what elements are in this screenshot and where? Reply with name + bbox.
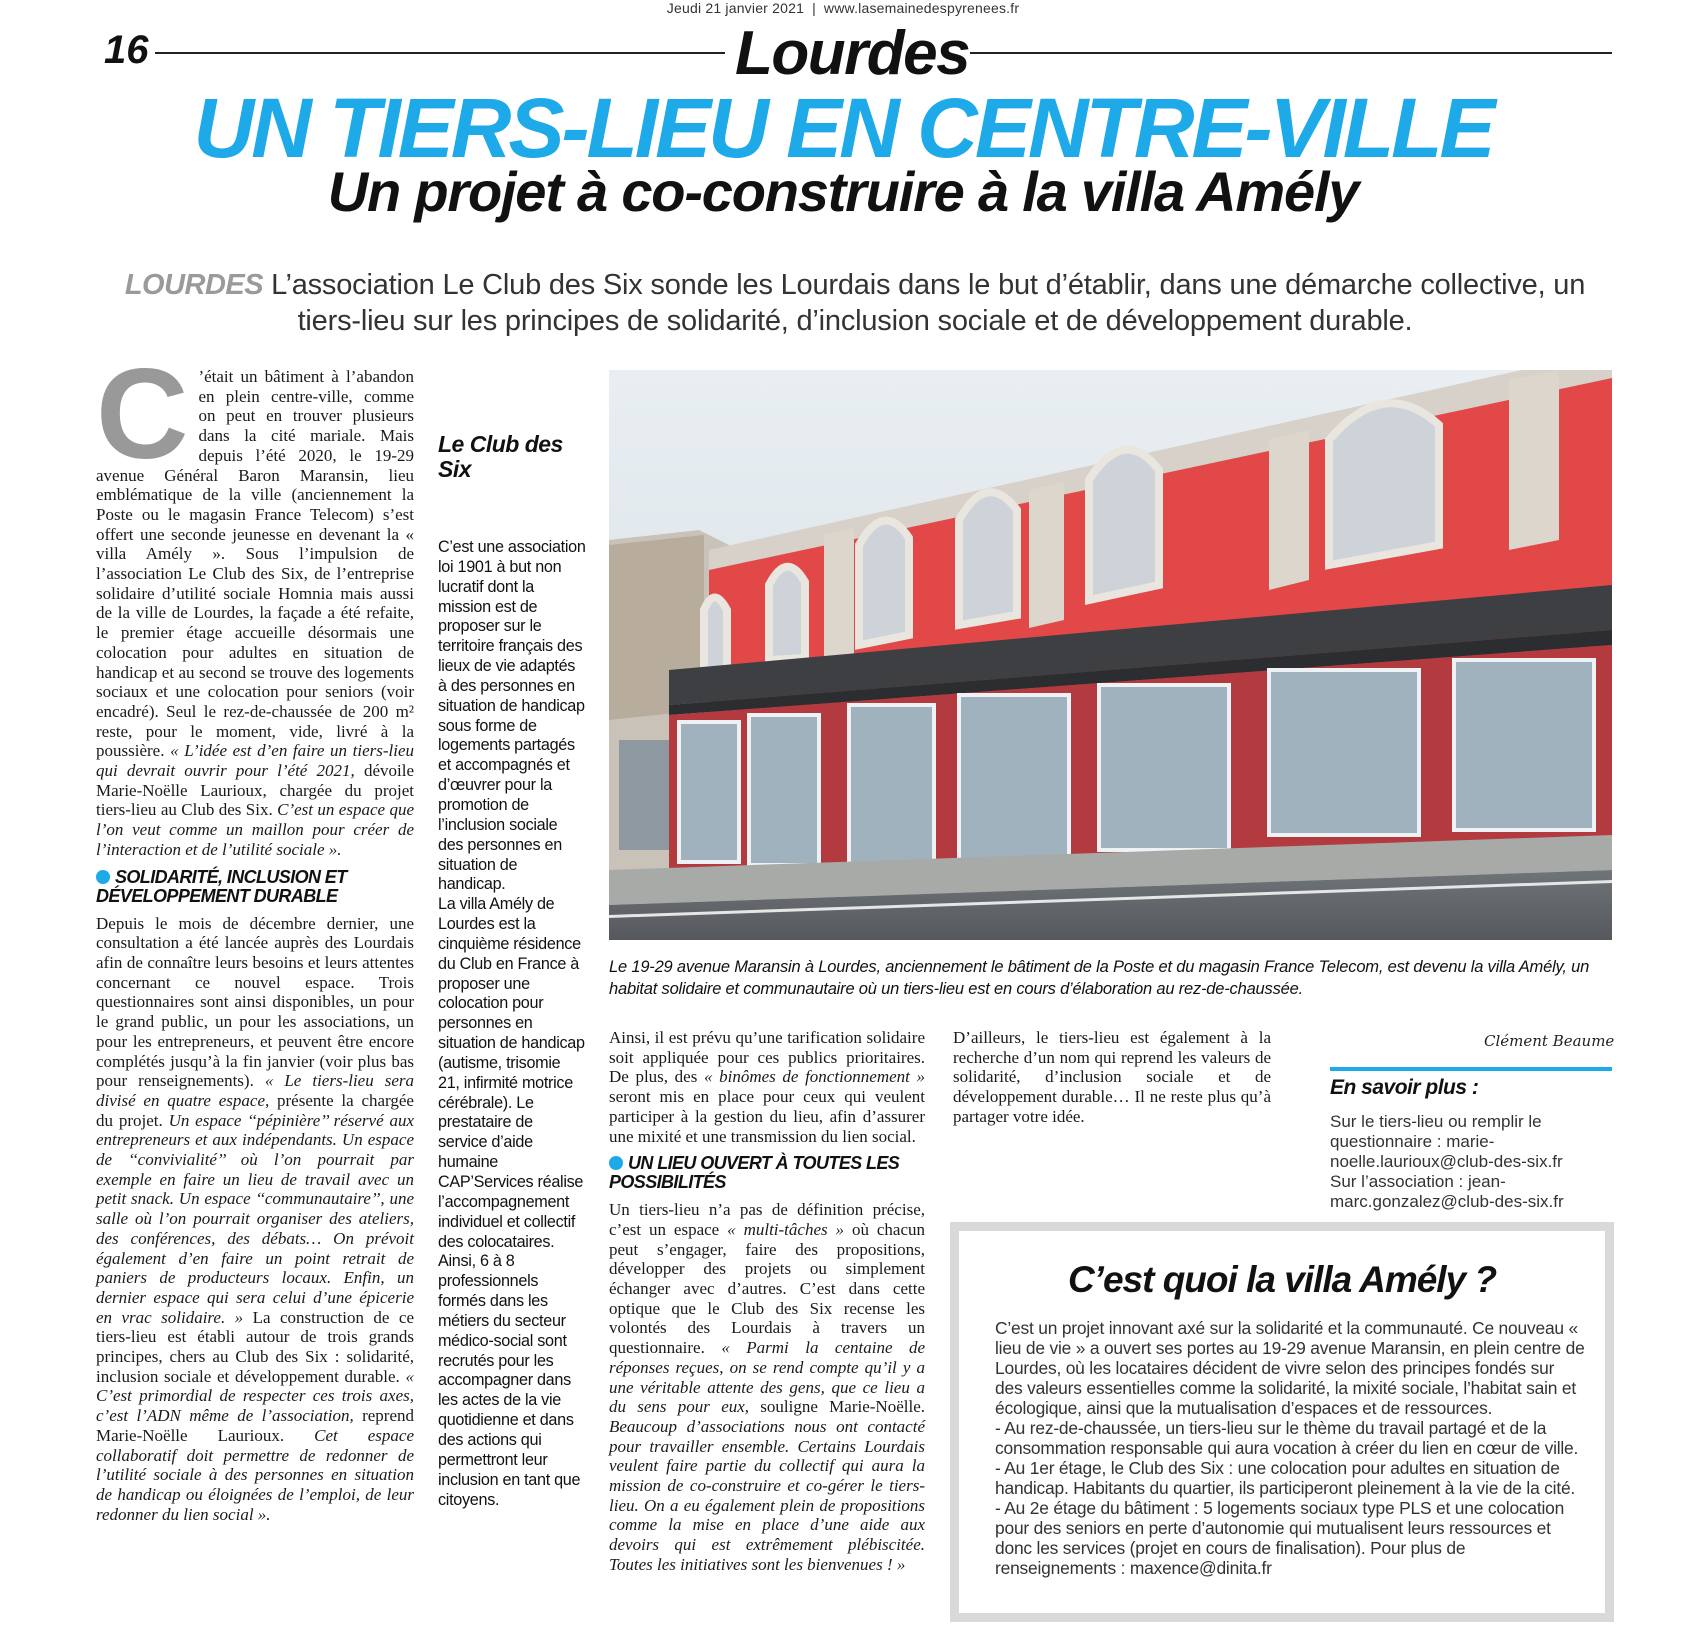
paragraph: C ’était un bâtiment à l’abandon en plein centre-ville, comme on peut en trouver plusieurs dans la cité mariale. Mais depuis l’été 2020, le 19-29 avenue Général Baron Maransin, lieu emblématique de la ville (anciennement la Poste ou le magasin France Telecom) s’est offert une seconde jeunesse en devenant la « villa Amély ». Sous l’impulsion de l’association Le Club des Six, de l’entreprise solidaire d’utilité sociale Homnia mais aussi de la ville de Lourdes, la façade a été refaite, le premier étage accueille désormais une colocation pour adultes en situation de handicap et au second se trouve des logements sociaux et une colocation pour seniors (voir encadré). Seul le rez-de-chaussée de 200 m² reste, pour le moment, vide, livré à la poussière. « L’idée est d’en faire un tiers-lieu qui devrait ouvrir pour l’été 2021, dévoile Marie-Noëlle Laurioux, chargée du projet tiers-lieu au Club des Six. C’est un espace que l’on veut comme un maillon pour créer de l’interaction et de l’utilité sociale ».	[96, 343, 415, 859]
chapeau-location-tag: LOURDES	[124, 269, 264, 301]
bullet-dot-icon	[609, 1156, 623, 1170]
info-body	[1330, 1112, 1615, 1212]
intertitle: UN LIEU OUVERT À TOUTES LES POSSIBILITÉS	[609, 1153, 900, 1193]
villa-amely-box	[950, 1222, 1614, 1622]
article-column-1	[96, 343, 415, 1524]
paragraph: Depuis le mois de décembre dernier, une consultation a été lancée auprès des Lourdais afin de connaître leurs besoins et leurs attentes concernant ce nouvel espace. Trois questionnaires sont ainsi disponibles, un pour le grand public, un pour les associations, un pour les entrepreneurs, et peuvent être encore complétés jusqu’à la fin janvier (voir plus bas pour renseignements). « Le tiers-lieu sera divisé en quatre espace, présente la chargée du projet. Un espace ‘‘pépinière’’ réservé aux entrepreneurs et aux indépendants. Un espace de ‘‘convivialité’’ où l’on pourrait par exemple en faire un lieu de travail avec un petit snack. Un espace ‘‘communautaire’’, une salle où l’on pourrait organiser des ateliers, des conférences, des débats… On prévoit également d’en faire un point retrait de paniers de producteurs locaux. Enfin, un dernier espace qui sera celui d’une épicerie en vrac solidaire. » La construction de ce tiers-lieu est établi autour de trois grands principes, chers au Club des Six : solidarité, inclusion sociale et développement durable. « C’est primordial de respecter ces trois axes, c’est l’ADN même de l’association, reprend Marie-Noëlle Laurioux. Cet espace collaboratif doit permettre de redonner de l’utilité sociale à des personnes en situation de handicap ou éloignées de l’emploi, de leur redonner du lien social ».	[96, 913, 415, 1524]
photo-caption: Le 19-29 avenue Maransin à Lourdes, anciennement le bâtiment de la Poste et du magasin France Telecom, est devenu la villa Amély, un habitat solidaire et communautaire où un tiers-lieu est en cours d’élaboration au rez-de-chaussée.	[609, 958, 1590, 998]
subheadline: Un projet à co-construire à la villa Amély	[327, 160, 1359, 223]
info-line[interactable]: Sur le tiers-lieu ou remplir le questionnaire : marie-noelle.laurioux@club-des-six.fr	[1330, 1112, 1563, 1171]
info-line[interactable]: Sur l’association : jean-marc.gonzalez@club-des-six.fr	[1330, 1172, 1564, 1211]
info-rule	[1330, 1067, 1612, 1071]
header-rule-right	[970, 52, 1612, 54]
sidebar-title: Le Club des Six	[438, 431, 563, 482]
villa-amely-facade-illustration	[609, 370, 1612, 940]
chapeau-text: L’association Le Club des Six sonde les Lourdais dans le but d’établir, dans une démarche collective, un tiers-lieu sur les principes de solidarité, d’inclusion sociale et de développement durable.	[271, 269, 1586, 337]
page-number: 16	[104, 28, 149, 72]
paragraph: Ainsi, il est prévu qu’une tarification solidaire soit appliquée pour ces publics prioritaires. De plus, des « binômes de fonctionnement » seront mis en place pour ceux qui veulent participer à la gestion du lieu, afin d’assurer une mixité et une transmission du lien social.	[609, 1028, 926, 1146]
chapeau	[100, 267, 1610, 339]
sidebar-body: C’est une association loi 1901 à but non lucratif dont la mission est de proposer sur le territoire français des lieux de vie adaptés à des personnes en situation de handicap sous forme de logements partagés et accompagnés et d’œuvrer pour la promotion de l’inclusion sociale des personnes en situation de handicap. La villa Amély de Lourdes est la cinquième résidence du Club en France à proposer une colocation pour personnes en situation de handicap (autisme, trisomie 21, infirmité motrice cérébrale). Le prestataire de service d’aide humaine CAP’Services réalise l’accompagnement individuel et collectif des colocataires. Ainsi, 6 à 8 professionnels formés dans les métiers du secteur médico-social sont recrutés pour les accompagner dans les actes de la vie quotidienne et dans des actions qui permettront leur inclusion en tant que citoyens.	[438, 538, 586, 1509]
header-rule-left	[155, 52, 725, 54]
headline: UN TIERS-LIEU EN CENTRE-VILLE	[193, 81, 1493, 175]
sidebar-club-des-six	[438, 432, 586, 1510]
box-title: C’est quoi la villa Amély ?	[1067, 1259, 1497, 1300]
website-link[interactable]: www.lasemainedespyrenees.fr	[823, 0, 1020, 16]
info-title: En savoir plus :	[1330, 1076, 1479, 1099]
drop-cap: C	[96, 343, 189, 486]
box-body: C’est un projet innovant axé sur la solidarité et la communauté. Ce nouveau « lieu de vie » a ouvert ses portes au 19-29 avenue Maransin, en plein centre de Lourdes, où les locataires décident de vivre selon des principes fondés sur des valeurs essentielles comme la solidarité, la mixité sociale, l’habitat sain et écologique, ainsi que la mutualisation d’espaces et de ressources. - Au rez-de-chaussée, un tiers-lieu sur le thème du travail partagé et de la consommation responsable qui aura vocation à créer du lien en cœur de ville. - Au 1er étage, le Club des Six : une colocation pour adultes en situation de handicap. Habitants du quartier, ils participeront pleinement à la vie de la cité. - Au 2e étage du bâtiment : 5 logements sociaux type PLS et une colocation pour des seniors en perte d’autonomie qui mutualisent leurs ressources et donc les services (projet en cours de finalisation). Pour plus de renseignements : maxence@dinita.fr	[995, 1318, 1585, 1578]
masthead-strip	[0, 0, 1686, 16]
separator: |	[812, 0, 816, 16]
intertitle: SOLIDARITÉ, INCLUSION ET DÉVELOPPEMENT DURABLE	[96, 866, 347, 906]
paragraph: D’ailleurs, le tiers-lieu est également à la recherche d’un nom qui reprend les valeurs de solidarité, d’inclusion sociale et de développement durable… Il ne reste plus qu’à partager votre idée.	[953, 1028, 1271, 1126]
byline: Clément Beaume	[1484, 1032, 1615, 1050]
paragraph: Un tiers-lieu n’a pas de définition précise, c’est un espace « multi-tâches » où chacun peut s’engager, faire des propositions, développer des projets ou simplement échanger avec d’autres. C’est dans cette optique que le Club des Six recense les volontés des Lourdais à travers un questionnaire. « Parmi la centaine de réponses reçues, on se rend compte qu’il y a une véritable attente des gens, que ce lieu a du sens pour eux, souligne Marie-Noëlle. Beaucoup d’associations nous ont contacté pour travailler ensemble. Certains Lourdais veulent faire partie du collectif qui aura la mission de co-construire et co-gérer le tiers-lieu. On a eu également plein de propositions comme la mise en place d’une aide aux devoirs qui est extrêmement plébiscitée. Toutes les initiatives sont les bienvenues ! »	[609, 1200, 926, 1574]
building-photo	[609, 370, 1612, 940]
article-column-3	[609, 1028, 925, 1575]
issue-date: Jeudi 21 janvier 2021	[666, 0, 805, 16]
bullet-dot-icon	[96, 870, 110, 884]
section-title: Lourdes	[735, 19, 970, 88]
article-column-4	[953, 1028, 1271, 1127]
